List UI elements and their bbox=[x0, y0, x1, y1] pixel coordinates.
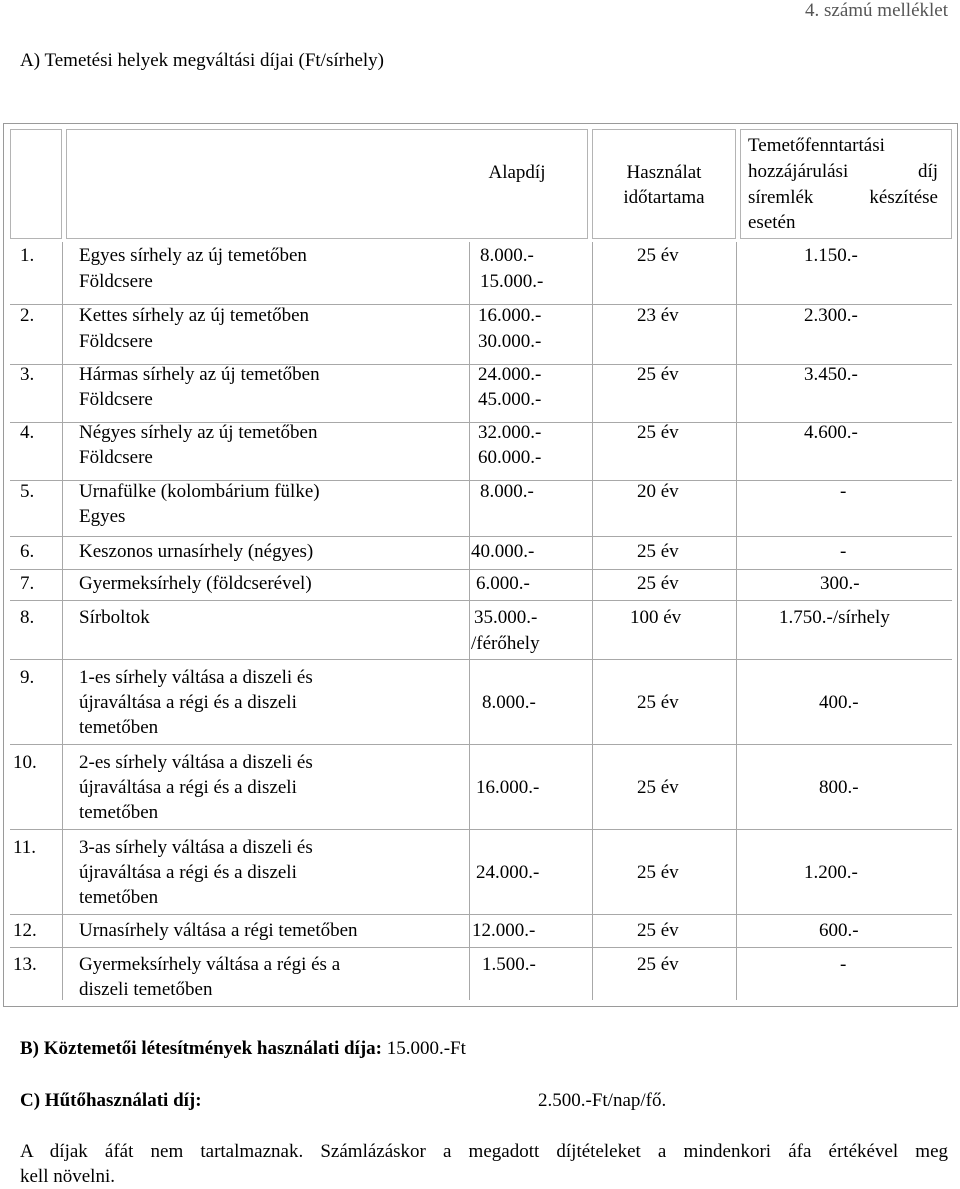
row-13-alapdij-1: 1.500.- bbox=[482, 954, 536, 975]
row-7-desc-1: Gyermeksírhely (földcserével) bbox=[79, 573, 312, 594]
row-13-desc-2: diszeli temetőben bbox=[79, 979, 213, 1000]
row-13-num: 13. bbox=[13, 954, 37, 975]
row-8-idotartam: 100 év bbox=[630, 607, 682, 628]
row-9-num: 9. bbox=[20, 667, 35, 688]
row-2-alapdij-2: 30.000.- bbox=[478, 331, 542, 352]
row-separator bbox=[10, 914, 952, 915]
row-8-num: 8. bbox=[20, 607, 35, 628]
row-9-desc-1: 1-es sírhely váltása a diszeli és bbox=[79, 667, 313, 688]
row-5-alapdij-1: 8.000.- bbox=[480, 481, 534, 502]
row-10-idotartam: 25 év bbox=[637, 777, 679, 798]
row-10-desc-3: temetőben bbox=[79, 802, 159, 823]
row-12-idotartam: 25 év bbox=[637, 920, 679, 941]
header-fenntartas-line-3: síremlék készítése bbox=[748, 187, 938, 208]
row-6-alapdij-1: 40.000.- bbox=[471, 541, 535, 562]
row-separator bbox=[10, 744, 952, 745]
row-7-num: 7. bbox=[20, 573, 35, 594]
row-1-desc-1: Egyes sírhely az új temetőben bbox=[79, 245, 307, 266]
header-alapdij: Alapdíj bbox=[488, 162, 546, 183]
row-1-alapdij-2: 15.000.- bbox=[480, 271, 544, 292]
row-3-desc-1: Hármas sírhely az új temetőben bbox=[79, 364, 320, 385]
annex-label: 4. számú melléklet bbox=[805, 0, 948, 21]
row-5-desc-2: Egyes bbox=[79, 506, 126, 527]
header-fenntartas-line-1: Temetőfenntartási bbox=[748, 135, 885, 156]
header-cell-num bbox=[10, 129, 62, 239]
header-fenntartas-line-2: hozzájárulási díj bbox=[748, 161, 938, 182]
row-8-dij: 1.750.-/sírhely bbox=[779, 607, 890, 628]
row-10-desc-2: újraváltása a régi és a diszeli bbox=[79, 777, 297, 798]
row-separator bbox=[10, 947, 952, 948]
section-b-label: B) Köztemetői létesítmények használati díja: bbox=[20, 1038, 382, 1059]
row-9-idotartam: 25 év bbox=[637, 692, 679, 713]
row-13-idotartam: 25 év bbox=[637, 954, 679, 975]
row-separator bbox=[10, 569, 952, 570]
row-2-dij: 2.300.- bbox=[804, 305, 858, 326]
row-4-desc-1: Négyes sírhely az új temetőben bbox=[79, 422, 318, 443]
fee-table bbox=[3, 123, 958, 1007]
row-8-alapdij-2: /férőhely bbox=[471, 633, 540, 654]
row-6-num: 6. bbox=[20, 541, 35, 562]
header-hasznalat-line-1: Használat bbox=[626, 162, 702, 183]
row-5-idotartam: 20 év bbox=[637, 481, 679, 502]
row-12-num: 12. bbox=[13, 920, 37, 941]
row-2-alapdij-1: 16.000.- bbox=[478, 305, 542, 326]
section-b bbox=[20, 1036, 466, 1061]
row-8-alapdij-1: 35.000.- bbox=[474, 607, 538, 628]
row-10-desc-1: 2-es sírhely váltása a diszeli és bbox=[79, 752, 313, 773]
row-1-idotartam: 25 év bbox=[637, 245, 679, 266]
row-9-desc-2: újraváltása a régi és a diszeli bbox=[79, 692, 297, 713]
section-a-title: A) Temetési helyek megváltási díjai (Ft/sírhely) bbox=[20, 50, 384, 71]
row-5-dij: - bbox=[840, 481, 847, 502]
row-7-alapdij-1: 6.000.- bbox=[476, 573, 530, 594]
column-separator bbox=[592, 242, 593, 1000]
row-5-num: 5. bbox=[20, 481, 35, 502]
header-hasznalat-line-2: időtartama bbox=[623, 187, 705, 208]
row-10-alapdij-1: 16.000.- bbox=[476, 777, 540, 798]
row-11-alapdij-1: 24.000.- bbox=[476, 862, 540, 883]
row-2-desc-1: Kettes sírhely az új temetőben bbox=[79, 305, 310, 326]
row-3-dij: 3.450.- bbox=[804, 364, 858, 385]
row-separator bbox=[10, 600, 952, 601]
row-9-dij: 400.- bbox=[819, 692, 859, 713]
section-b-value: 15.000.-Ft bbox=[386, 1038, 466, 1059]
column-separator bbox=[469, 242, 470, 1000]
row-2-num: 2. bbox=[20, 305, 35, 326]
row-9-desc-3: temetőben bbox=[79, 717, 159, 738]
row-3-num: 3. bbox=[20, 364, 35, 385]
column-separator bbox=[62, 242, 63, 1000]
row-7-dij: 300.- bbox=[820, 573, 860, 594]
row-1-dij: 1.150.- bbox=[804, 245, 858, 266]
section-c-label: C) Hűtőhasználati díj: bbox=[20, 1090, 202, 1111]
row-1-desc-2: Földcsere bbox=[79, 271, 153, 292]
note-line-2: kell növelni. bbox=[20, 1166, 115, 1187]
row-4-dij: 4.600.- bbox=[804, 422, 858, 443]
row-2-desc-2: Földcsere bbox=[79, 331, 153, 352]
header-fenntartas-line-4: esetén bbox=[748, 212, 796, 233]
row-11-num: 11. bbox=[13, 837, 37, 858]
row-4-desc-2: Földcsere bbox=[79, 447, 153, 468]
row-12-alapdij-1: 12.000.- bbox=[472, 920, 536, 941]
row-3-desc-2: Földcsere bbox=[79, 389, 153, 410]
row-4-alapdij-1: 32.000.- bbox=[478, 422, 542, 443]
column-separator bbox=[736, 242, 737, 1000]
row-5-desc-1: Urnafülke (kolombárium fülke) bbox=[79, 481, 320, 502]
note-line-1: A díjak áfát nem tartalmaznak. Számlázáskor a megadott díjtételeket a mindenkori áfa értékével meg bbox=[20, 1141, 948, 1162]
row-4-alapdij-2: 60.000.- bbox=[478, 447, 542, 468]
row-8-desc-1: Sírboltok bbox=[79, 607, 150, 628]
row-10-dij: 800.- bbox=[819, 777, 859, 798]
row-13-dij: - bbox=[840, 954, 847, 975]
row-9-alapdij-1: 8.000.- bbox=[482, 692, 536, 713]
row-3-alapdij-2: 45.000.- bbox=[478, 389, 542, 410]
row-12-dij: 600.- bbox=[819, 920, 859, 941]
row-separator bbox=[10, 829, 952, 830]
row-4-num: 4. bbox=[20, 422, 35, 443]
row-4-idotartam: 25 év bbox=[637, 422, 679, 443]
row-separator bbox=[10, 659, 952, 660]
row-11-desc-2: újraváltása a régi és a diszeli bbox=[79, 862, 297, 883]
row-11-dij: 1.200.- bbox=[804, 862, 858, 883]
row-11-idotartam: 25 év bbox=[637, 862, 679, 883]
row-12-desc-1: Urnasírhely váltása a régi temetőben bbox=[79, 920, 358, 941]
row-13-desc-1: Gyermeksírhely váltása a régi és a bbox=[79, 954, 341, 975]
row-2-idotartam: 23 év bbox=[637, 305, 679, 326]
row-1-alapdij-1: 8.000.- bbox=[480, 245, 534, 266]
row-11-desc-3: temetőben bbox=[79, 887, 159, 908]
row-6-desc-1: Keszonos urnasírhely (négyes) bbox=[79, 541, 314, 562]
section-c-value: 2.500.-Ft/nap/fő. bbox=[538, 1090, 667, 1111]
row-10-num: 10. bbox=[13, 752, 37, 773]
row-3-idotartam: 25 év bbox=[637, 364, 679, 385]
row-3-alapdij-1: 24.000.- bbox=[478, 364, 542, 385]
row-6-dij: - bbox=[840, 541, 847, 562]
row-11-desc-1: 3-as sírhely váltása a diszeli és bbox=[79, 837, 313, 858]
row-separator bbox=[10, 536, 952, 537]
row-1-num: 1. bbox=[20, 245, 35, 266]
row-7-idotartam: 25 év bbox=[637, 573, 679, 594]
row-6-idotartam: 25 év bbox=[637, 541, 679, 562]
